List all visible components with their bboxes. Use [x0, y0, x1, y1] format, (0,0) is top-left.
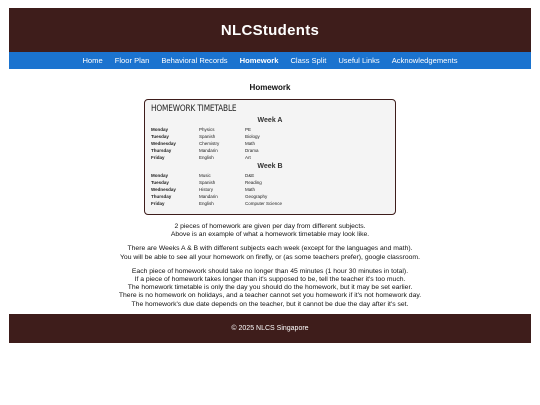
subject-cell: Spanish: [199, 180, 216, 185]
day-cell: Thursday: [151, 148, 172, 153]
subject-cell: Geography: [245, 194, 268, 199]
subject-cell: Mandarin: [199, 194, 218, 199]
day-cell: Wednesday: [151, 187, 176, 192]
site-title: NLCStudents: [220, 21, 320, 39]
text-line: The homework timetable is only the day you should do the homework, but it may be set earlier.: [127, 284, 413, 292]
timetable-title: HOMEWORK TIMETABLE: [151, 104, 237, 114]
text-line: There are Weeks A & B with different subjects each week (except for the languages and math).: [127, 245, 413, 253]
text-line: You will be able to see all your homework on firefly, or (as some teachers prefer), google classroom.: [120, 253, 420, 261]
weeks-paragraph: [9, 245, 531, 261]
table-row: [151, 179, 389, 186]
text-line: There is no homework on holidays, and a teacher cannot set you homework if it's not homework day.: [118, 292, 422, 300]
table-row: [151, 186, 389, 193]
rules-paragraph: [9, 268, 531, 309]
day-cell: Monday: [151, 173, 169, 178]
subject-cell: English: [199, 201, 214, 206]
copyright-text: © 2025 NLCS Singapore: [231, 324, 309, 332]
day-cell: Wednesday: [151, 141, 176, 146]
subject-cell: Math: [245, 187, 256, 192]
subject-cell: Art: [245, 155, 251, 160]
nav-link-behavioral-records[interactable]: Behavioral Records: [161, 56, 228, 65]
day-cell: Thursday: [151, 194, 172, 199]
week-a-table: [151, 126, 389, 161]
subject-cell: Music: [199, 173, 211, 178]
table-row: [151, 172, 389, 179]
day-cell: Friday: [151, 201, 165, 206]
site-header: [9, 8, 531, 52]
subject-cell: Physics: [199, 127, 215, 132]
intro-paragraph: [9, 223, 531, 239]
text-line: Each piece of homework should take no longer than 45 minutes (1 hour 30 minutes in total).: [131, 267, 409, 275]
subject-cell: Mandarin: [199, 148, 218, 153]
table-row: [151, 126, 389, 133]
week-b-label: Week B: [257, 163, 283, 170]
table-row: [151, 154, 389, 161]
subject-cell: D&E: [245, 173, 255, 178]
table-row: [151, 147, 389, 154]
table-row: [151, 193, 389, 200]
subject-cell: Chemistry: [199, 141, 220, 146]
subject-cell: Biology: [245, 134, 260, 139]
day-cell: Tuesday: [151, 134, 169, 139]
nav-link-acknowledgements[interactable]: Acknowledgements: [391, 56, 458, 65]
text-line: 2 pieces of homework are given per day from different subjects.: [174, 223, 366, 230]
table-row: [151, 200, 389, 207]
text-line: If a piece of homework takes longer than it's supposed to be, tell the teacher it's too much.: [134, 276, 406, 284]
page-title: Homework: [249, 83, 291, 92]
subject-cell: History: [199, 187, 214, 192]
site-footer: [9, 314, 531, 343]
nav-link-home[interactable]: Home: [82, 56, 103, 65]
day-cell: Friday: [151, 155, 165, 160]
week-a-label: Week A: [257, 117, 283, 124]
table-row: [151, 140, 389, 147]
day-cell: Monday: [151, 127, 169, 132]
subject-cell: Reading: [245, 180, 262, 185]
day-cell: Tuesday: [151, 180, 169, 185]
homework-timetable-image: [144, 99, 396, 215]
subject-cell: PE: [245, 127, 252, 132]
subject-cell: Spanish: [199, 134, 216, 139]
nav-link-homework[interactable]: Homework: [239, 56, 279, 65]
subject-cell: Drama: [245, 148, 259, 153]
text-line: The homework's due date depends on the teacher, but it cannot be due the day after it's set.: [131, 300, 409, 308]
main-nav: [9, 52, 531, 69]
site-container: [9, 8, 531, 343]
week-b-table: [151, 172, 389, 207]
text-line: Above is an example of what a homework timetable may look like.: [170, 231, 370, 239]
subject-cell: English: [199, 155, 214, 160]
subject-cell: Math: [245, 141, 256, 146]
nav-link-class-split[interactable]: Class Split: [290, 56, 327, 65]
nav-link-useful-links[interactable]: Useful Links: [338, 56, 380, 65]
table-row: [151, 133, 389, 140]
nav-link-floor-plan[interactable]: Floor Plan: [114, 56, 150, 65]
subject-cell: Computer Science: [245, 201, 283, 206]
